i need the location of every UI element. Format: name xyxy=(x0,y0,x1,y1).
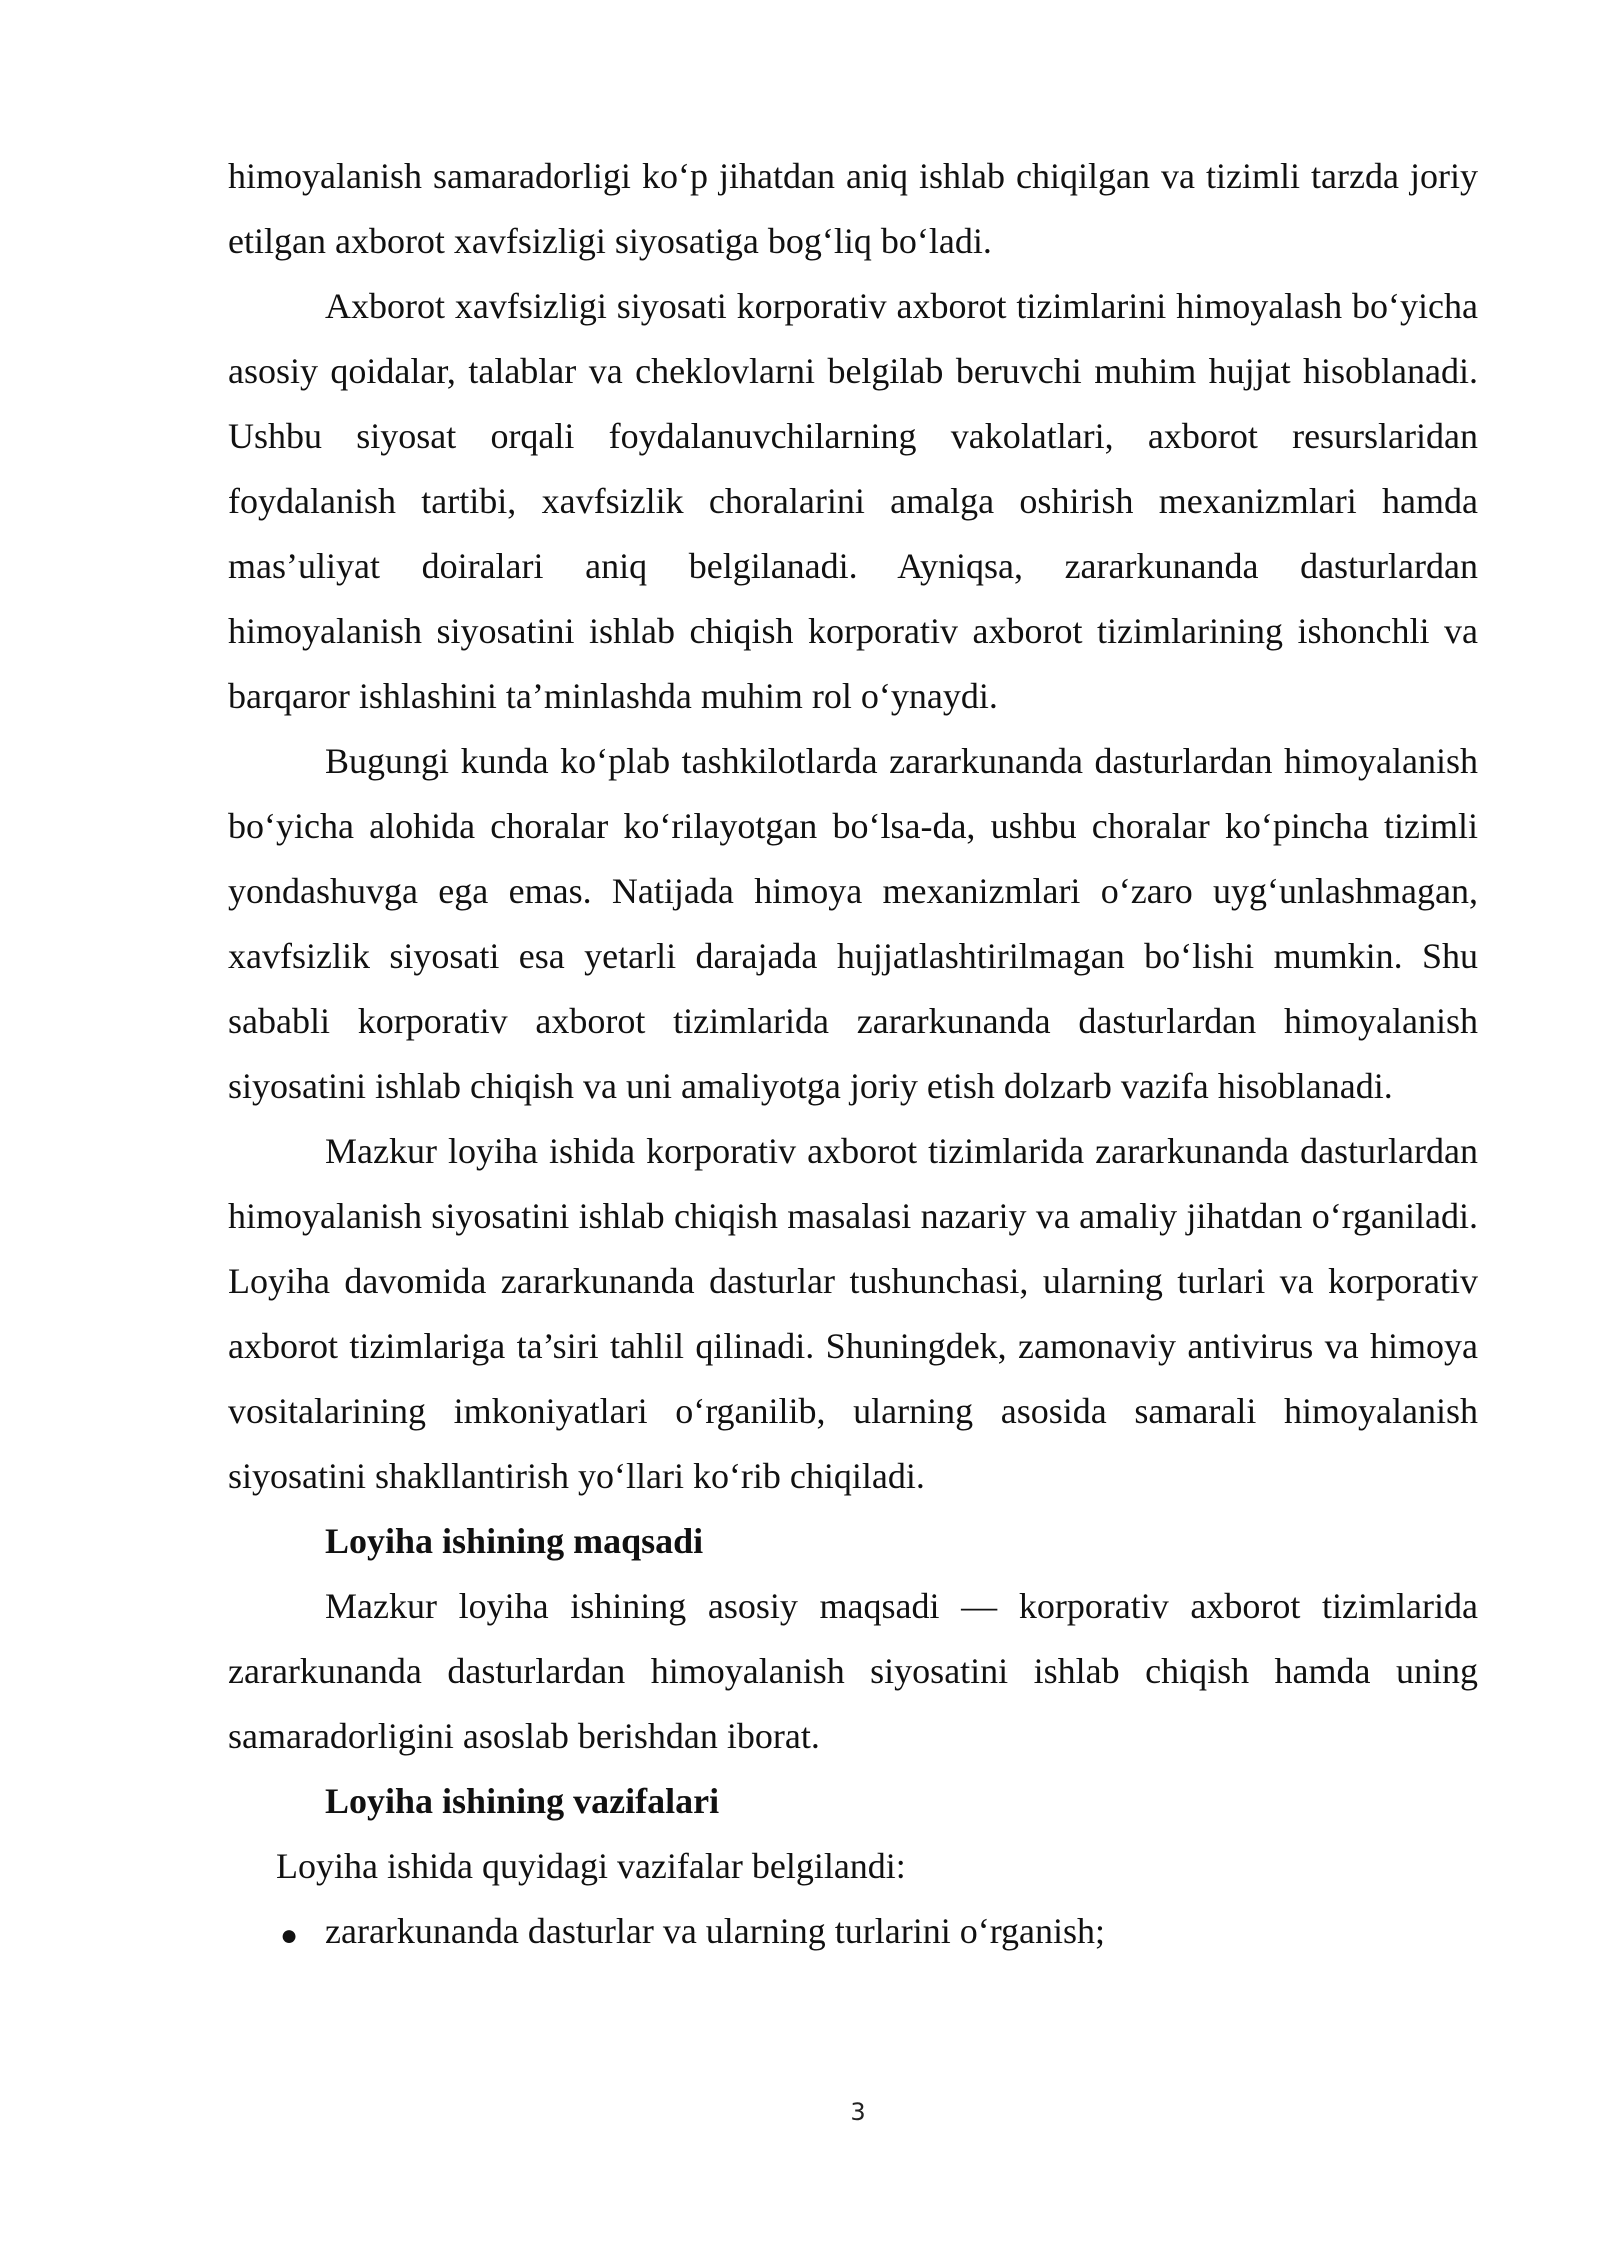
paragraph-project-scope: Mazkur loyiha ishida korporativ axborot tizimlarida zararkunanda dasturlardan himoyalanish siyosatini ishlab chiqish masalasi nazariy va amaliy jihatdan o‘rganiladi. Loyiha davomida zararkunanda dasturlar tushunchasi, ularning turlari va korporativ axborot tizimlariga ta’siri tahlil qilinadi. Shuningdek, zamonaviy antivirus va himoya vositalarining imkoniyatlari o‘rganilib, ularning asosida samarali himoyalanish siyosatini shakllantirish yo‘llari ko‘rib chiqiladi. xyxy=(228,1131,1478,1496)
paragraph-current-state: Bugungi kunda ko‘plab tashkilotlarda zararkunanda dasturlardan himoyalanish bo‘yicha alohida choralar ko‘rilayotgan bo‘lsa-da, ushbu choralar ko‘pincha tizimli yondashuvga ega emas. Natijada himoya mexanizmlari o‘zaro uyg‘unlashmagan, xavfsizlik siyosati esa yetarli darajada hujjatlashtirilmagan bo‘lishi mumkin. Shu sababli korporativ axborot tizimlarida zararkunanda dasturlardan himoyalanish siyosatini ishlab chiqish va uni amaliyotga joriy etish dolzarb vazifa hisoblanadi. xyxy=(228,741,1478,1106)
goal-paragraph: Mazkur loyiha ishining asosiy maqsadi — korporativ axborot tizimlarida zararkunanda dasturlardan himoyalanish siyosatini ishlab chiqish hamda uning samaradorligini asoslab berishdan iborat. xyxy=(228,1586,1478,1756)
tasks-heading: Loyiha ishining vazifalari xyxy=(325,1781,720,1821)
goal-heading: Loyiha ishining maqsadi xyxy=(325,1521,704,1561)
bullet-icon: ● xyxy=(280,1919,299,1952)
list-item xyxy=(228,1899,1478,1964)
paragraph-continuation: himoyalanish samaradorligi ko‘p jihatdan aniq ishlab chiqilgan va tizimli tarzda joriy etilgan axborot xavfsizligi siyosatiga bog‘liq bo‘ladi. xyxy=(228,156,1478,261)
list-item-text: zararkunanda dasturlar va ularning turlarini o‘rganish; xyxy=(325,1911,1106,1951)
page-number: 3 xyxy=(850,2098,866,2126)
tasks-intro: Loyiha ishida quyidagi vazifalar belgilandi: xyxy=(276,1846,906,1886)
paragraph-security-policy: Axborot xavfsizligi siyosati korporativ axborot tizimlarini himoyalash bo‘yicha asosiy qoidalar, talablar va cheklovlarni belgilab beruvchi muhim hujjat hisoblanadi. Ushbu siyosat orqali foydalanuvchilarning vakolatlari, axborot resurslaridan foydalanish tartibi, xavfsizlik choralarini amalga oshirish mexanizmlari hamda mas’uliyat doiralari aniq belgilanadi. Ayniqsa, zararkunanda dasturlardan himoyalanish siyosatini ishlab chiqish korporativ axborot tizimlarining ishonchli va barqaror ishlashini ta’minlashda muhim rol o‘ynaydi. xyxy=(228,286,1478,716)
page-body xyxy=(228,144,1478,1964)
